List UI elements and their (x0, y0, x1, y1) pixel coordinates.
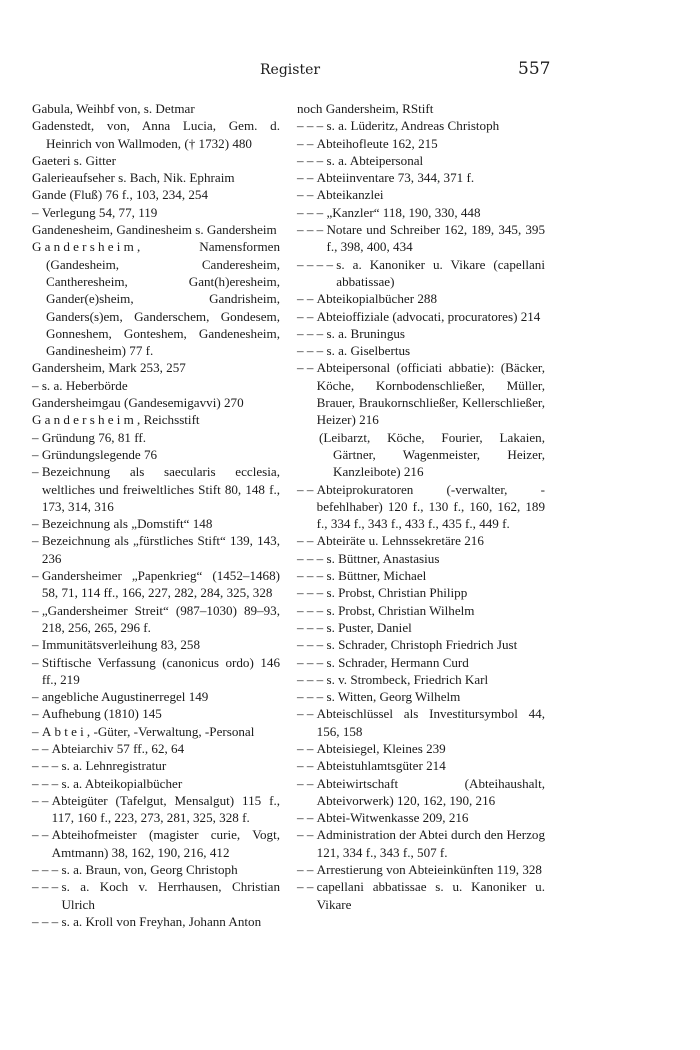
index-entry (32, 186, 280, 203)
entry-text: Abteischlüssel als Investitursymbol 44, 156, 158 (316, 706, 545, 739)
entry-dashes: – (32, 377, 42, 393)
index-entry (32, 221, 280, 238)
index-entry (32, 913, 280, 930)
entry-dashes: – (32, 516, 42, 532)
entry-dashes: – – – – (297, 256, 337, 272)
entry-dashes: – – (297, 827, 317, 843)
entry-text: s. Büttner, Anastasius (326, 550, 440, 566)
index-entry (297, 567, 545, 584)
entry-text: Bezeichnung als „fürstliches Stift“ 139, 143, 236 (41, 533, 280, 566)
index-entry (32, 602, 280, 637)
entry-text: Abteiinventare 73, 344, 371 f. (316, 170, 475, 186)
index-entry (297, 757, 545, 774)
entry-text: „Gandersheimer Streit“ (987–1030) 89–93, 218, 256, 265, 296 f. (41, 602, 280, 635)
entry-text: s. a. Kroll von Freyhan, Johann Anton (61, 913, 262, 929)
entry-dashes: – (32, 568, 42, 584)
entry-dashes: – – – (297, 602, 327, 618)
index-entry (32, 394, 280, 411)
index-entry (297, 878, 545, 913)
entry-text: Abteiwirtschaft (Abteihaushalt, Abteivorwerk) 120, 162, 190, 216 (316, 775, 545, 808)
entry-dashes: – – – (297, 568, 327, 584)
entry-dashes: – (32, 689, 42, 705)
index-column-left (32, 100, 280, 930)
entry-dashes: – – – (32, 879, 62, 895)
entry-text: Abteiprokuratoren (-verwalter, -befehlhaber) 120 f., 130 f., 160, 162, 189 f., 334 f., 343 f., 433 f., 435 f., 449 f. (316, 481, 545, 532)
index-entry (297, 100, 545, 117)
entry-dashes: – – – (297, 325, 327, 341)
index-entry (297, 256, 545, 291)
index-entry (297, 117, 545, 134)
entry-text: Abteioffiziale (advocati, procuratores) 214 (316, 308, 541, 324)
index-entry (297, 688, 545, 705)
index-entry (32, 654, 280, 689)
index-entry (32, 359, 280, 376)
entry-dashes: – – (297, 740, 317, 756)
index-entry (32, 878, 280, 913)
entry-dashes: – (32, 533, 42, 549)
index-entry (297, 809, 545, 826)
entry-text: Galerieaufseher s. Bach, Nik. Ephraim (32, 170, 235, 186)
entry-text: Gadenstedt, von, Anna Lucia, Gem. d. Heinrich von Wallmoden, († 1732) 480 (32, 118, 280, 151)
entry-dashes: – – – (297, 152, 327, 168)
entry-text: s. Puster, Daniel (326, 619, 412, 635)
entry-dashes: – – – (297, 619, 327, 635)
entry-text: Abteisiegel, Kleines 239 (316, 740, 446, 756)
entry-text: s. a. Kanoniker u. Vikare (capellani abbatissae) (336, 256, 545, 289)
entry-dashes: – – (297, 187, 317, 203)
entry-text: angebliche Augustinerregel 149 (41, 689, 209, 705)
entry-text: s. a. Abteipersonal (326, 152, 424, 168)
index-entry (32, 446, 280, 463)
entry-text: Gabula, Weihbf von, s. Detmar (32, 101, 195, 116)
index-entry (32, 792, 280, 827)
entry-text: Gründungslegende 76 (41, 446, 158, 462)
entry-dashes: – – – (297, 550, 327, 566)
index-entry (32, 429, 280, 446)
index-entry (32, 238, 280, 359)
entry-text: Gandersheim, Namensformen (Gandesheim, Canderesheim, Cantheresheim, Gant(h)eresheim, Gander(e)sheim, Gandrisheim, Ganders(s)em, Gandersсhem, Gondesem, Gonneshem, Gonteshem, Gandenesheim, Gandinesheim) 77 f. (32, 239, 280, 359)
entry-text: s. v. Strombeck, Friedrich Karl (326, 671, 489, 687)
entry-dashes: – – – (32, 775, 62, 791)
entry-dashes: – – – (297, 585, 327, 601)
index-entry (297, 602, 545, 619)
entry-dashes: – – – (297, 222, 327, 238)
index-entry (32, 705, 280, 722)
entry-text: s. Schrader, Christoph Friedrich Just (326, 637, 518, 653)
entry-text: Abteigüter (Tafelgut, Mensalgut) 115 f., 117, 160 f., 223, 273, 281, 325, 328 f. (51, 792, 280, 826)
entry-text: Abtei-Witwenkasse 209, 216 (316, 810, 469, 826)
entry-text: Verlegung 54, 77, 119 (41, 204, 158, 220)
entry-dashes: – – – (32, 862, 62, 878)
entry-text: s. Büttner, Michael (326, 568, 427, 584)
entry-text: Abteihofleute 162, 215 (316, 135, 438, 151)
index-entry (297, 429, 545, 481)
entry-dashes: – – – (32, 913, 62, 929)
entry-dashes: – – (297, 291, 317, 307)
entry-dashes: – – – (297, 204, 327, 220)
index-entry (32, 861, 280, 878)
index-entry (297, 204, 545, 221)
entry-text: Gandersheim, Mark 253, 257 (32, 360, 186, 376)
index-entry (297, 169, 545, 186)
index-entry (297, 584, 545, 601)
entry-dashes: – – (297, 533, 317, 549)
index-entry (32, 117, 280, 152)
entry-text: s. a. Heberbörde (41, 377, 128, 393)
index-entry (297, 861, 545, 878)
index-entry (297, 636, 545, 653)
entry-dashes: – – – (297, 637, 327, 653)
entry-dashes: – (32, 706, 42, 722)
entry-text: Gandersheimer „Papenkrieg“ (1452–1468) 58, 71, 114 ff., 166, 227, 282, 284, 325, 328 (41, 568, 280, 601)
index-entry (32, 723, 280, 740)
entry-dashes: – – (297, 758, 317, 774)
index-entry (32, 775, 280, 792)
entry-text: Abteiarchiv 57 ff., 62, 64 (51, 740, 185, 756)
entry-text: s. Probst, Christian Philipp (326, 585, 468, 601)
index-entry (32, 100, 280, 117)
entry-text: Gandersheim, Reichsstift (32, 412, 200, 428)
index-entry (32, 532, 280, 567)
index-entry (297, 740, 545, 757)
index-entry (297, 705, 545, 740)
entry-text: Immunitätsverleihung 83, 258 (41, 637, 201, 653)
entry-text: Abteiräte u. Lehnssekretäre 216 (316, 533, 484, 549)
index-entry (297, 654, 545, 671)
page-header (0, 59, 700, 82)
entry-dashes: – – (297, 170, 317, 186)
entry-text: Aufhebung (1810) 145 (41, 706, 162, 722)
entry-dashes: – – (297, 775, 317, 791)
entry-dashes: – – (32, 827, 52, 843)
entry-dashes: – – – (297, 671, 327, 687)
entry-text: s. a. Lüderitz, Andreas Christoph (326, 118, 500, 134)
index-entry (297, 826, 545, 861)
entry-text: s. Schrader, Hermann Curd (326, 654, 469, 670)
index-entry (297, 550, 545, 567)
page-number: 557 (518, 59, 551, 79)
entry-text: s. a. Koch v. Herrhausen, Christian Ulrich (61, 879, 280, 912)
entry-text: Gründung 76, 81 ff. (41, 429, 146, 445)
entry-text: s. a. Abteikopialbücher (61, 775, 183, 791)
index-entry (297, 152, 545, 169)
index-entry (297, 221, 545, 256)
index-column-right (297, 100, 545, 913)
entry-dashes: – – (297, 706, 317, 722)
entry-text: Bezeichnung als „Domstift“ 148 (41, 516, 213, 532)
entry-dashes: – (32, 654, 42, 670)
index-entry (32, 757, 280, 774)
index-entry (297, 342, 545, 359)
entry-dashes: – – – (297, 343, 327, 359)
entry-dashes: – (32, 204, 42, 220)
index-entry (32, 515, 280, 532)
entry-text: (Leibarzt, Köche, Fourier, Lakaien, Gärtner, Wagenmeister, Heizer, Kanzleibote) 216 (319, 429, 545, 480)
entry-text: Abteistuhlamtsgüter 214 (316, 758, 446, 774)
entry-text: Gaeteri s. Gitter (32, 152, 116, 168)
entry-text: Notare und Schreiber 162, 189, 345, 395 f., 398, 400, 434 (326, 222, 545, 255)
entry-dashes: – – (297, 862, 317, 878)
entry-text: Abteipersonal (officiati abbatie): (Bäcker, Köche, Kornbodenschließer, Müller, Brauer, Braukornschließer, Kellerschließer, Heizer) 216 (316, 360, 545, 428)
index-entry (297, 619, 545, 636)
entry-text: Gande (Fluß) 76 f., 103, 234, 254 (32, 187, 209, 203)
index-entry (297, 671, 545, 688)
index-entry (297, 532, 545, 549)
index-entry (32, 567, 280, 602)
entry-text: „Kanzler“ 118, 190, 330, 448 (326, 204, 481, 220)
entry-dashes: – – (297, 481, 317, 497)
entry-text: Abtei, -Güter, -Verwaltung, -Personal (41, 723, 255, 739)
index-entry (32, 204, 280, 221)
entry-text: Administration der Abtei durch den Herzog 121, 334 f., 343 f., 507 f. (316, 827, 545, 860)
entry-dashes: – – (297, 135, 317, 151)
entry-text: capellani abbatissae s. u. Kanoniker u. Vikare (316, 879, 545, 912)
entry-dashes: – – (297, 879, 317, 895)
index-entry (297, 308, 545, 325)
entry-text: s. a. Giselbertus (326, 343, 411, 359)
entry-dashes: – (32, 637, 42, 653)
entry-dashes: – – (297, 360, 317, 376)
index-entry (32, 169, 280, 186)
entry-text: s. a. Bruningus (326, 325, 406, 341)
index-entry (32, 636, 280, 653)
index-entry (297, 290, 545, 307)
index-entry (297, 775, 545, 810)
index-entry (297, 325, 545, 342)
entry-text: Abteihofmeister (magister curie, Vogt, Amtmann) 38, 162, 190, 216, 412 (51, 827, 280, 860)
entry-dashes: – – – (32, 758, 62, 774)
entry-dashes: – (32, 446, 42, 462)
entry-text: Abteikopialbücher 288 (316, 291, 437, 307)
entry-text: s. a. Braun, von, Georg Christoph (61, 862, 238, 878)
index-entry (32, 740, 280, 757)
entry-text: s. Probst, Christian Wilhelm (326, 602, 475, 618)
index-entry (32, 411, 280, 428)
index-entry (32, 688, 280, 705)
entry-dashes: – (32, 723, 42, 739)
index-entry (32, 463, 280, 515)
index-entry (297, 135, 545, 152)
index-entry (297, 186, 545, 203)
entry-text: Gandersheimgau (Gandesemigavvi) 270 (32, 395, 244, 411)
index-entry (297, 359, 545, 428)
entry-dashes: – – (297, 308, 317, 324)
index-entry (32, 377, 280, 394)
index-entry (297, 481, 545, 533)
entry-dashes: – – – (297, 689, 327, 705)
entry-dashes: – (32, 464, 42, 480)
entry-dashes: – – (297, 810, 317, 826)
index-entry (32, 826, 280, 861)
running-head: Register (260, 62, 321, 78)
entry-dashes: – (32, 602, 42, 618)
entry-text: Arrestierung von Abteieinkünften 119, 328 (316, 862, 542, 878)
entry-text: Stiftische Verfassung (canonicus ordo) 146 ff., 219 (41, 654, 280, 687)
index-entry (32, 152, 280, 169)
entry-dashes: – – (32, 792, 52, 808)
entry-dashes: – – – (297, 654, 327, 670)
entry-dashes: – (32, 429, 42, 445)
entry-text: noch Gandersheim, RStift (297, 101, 434, 116)
entry-text: Bezeichnung als saecularis ecclesia, weltliches und freiweltliches Stift 80, 148 f., 173, 314, 316 (41, 464, 280, 514)
entry-dashes: – – (32, 740, 52, 756)
entry-text: s. a. Lehnregistratur (61, 758, 167, 774)
entry-dashes: – – – (297, 118, 327, 134)
entry-text: Abteikanzlei (316, 187, 384, 203)
entry-text: s. Witten, Georg Wilhelm (326, 689, 461, 705)
entry-text: Gandenesheim, Gandinesheim s. Gandersheim (32, 222, 277, 238)
